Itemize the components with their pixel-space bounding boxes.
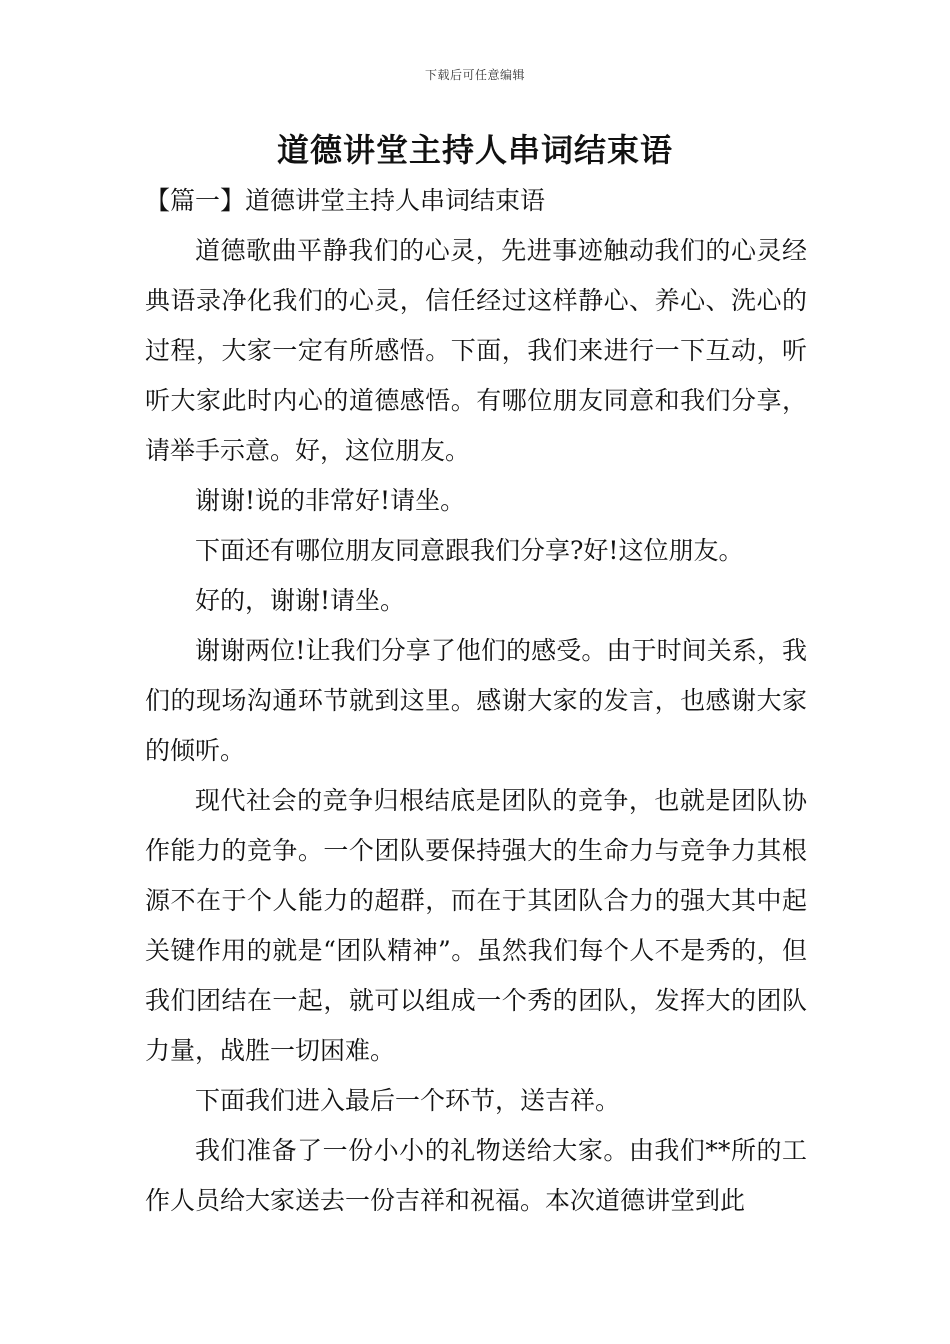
paragraph: 道德歌曲平静我们的心灵，先进事迹触动我们的心灵经典语录净化我们的心灵，信任经过这样静心、养心、洗心的过程，大家一定有所感悟。下面，我们来进行一下互动，听听大家此时内心的道德感悟。有哪位朋友同意和我们分享，请举手示意。好，这位朋友。	[145, 236, 807, 465]
paragraph: 谢谢两位!让我们分享了他们的感受。由于时间关系，我们的现场沟通环节就到这里。感谢大家的发言，也感谢大家的倾听。	[145, 636, 807, 765]
header-note: 下载后可任意编辑	[424, 68, 525, 82]
paragraph: 下面还有哪位朋友同意跟我们分享?好!这位朋友。	[195, 536, 744, 565]
paragraph: 好的，谢谢!请坐。	[195, 586, 406, 615]
document-title: 道德讲堂主持人串词结束语	[276, 131, 673, 169]
document-body	[145, 176, 807, 1226]
section-title: 【篇一】道德讲堂主持人串词结束语	[145, 186, 546, 215]
paragraph: 谢谢!说的非常好!请坐。	[195, 486, 466, 515]
paragraph: 我们准备了一份小小的礼物送给大家。由我们**所的工作人员给大家送去一份吉祥和祝福。本次道德讲堂到此	[145, 1136, 807, 1215]
paragraph: 现代社会的竞争归根结底是团队的竞争，也就是团队协作能力的竞争。一个团队要保持强大的生命力与竞争力其根源不在于个人能力的超群，而在于其团队合力的强大其中起关键作用的就是“团队精神”。虽然我们每个人不是秀的，但我们团结在一起，就可以组成一个秀的团队，发挥大的团队力量，战胜一切困难。	[145, 786, 807, 1065]
paragraph: 下面我们进入最后一个环节，送吉祥。	[195, 1086, 621, 1115]
